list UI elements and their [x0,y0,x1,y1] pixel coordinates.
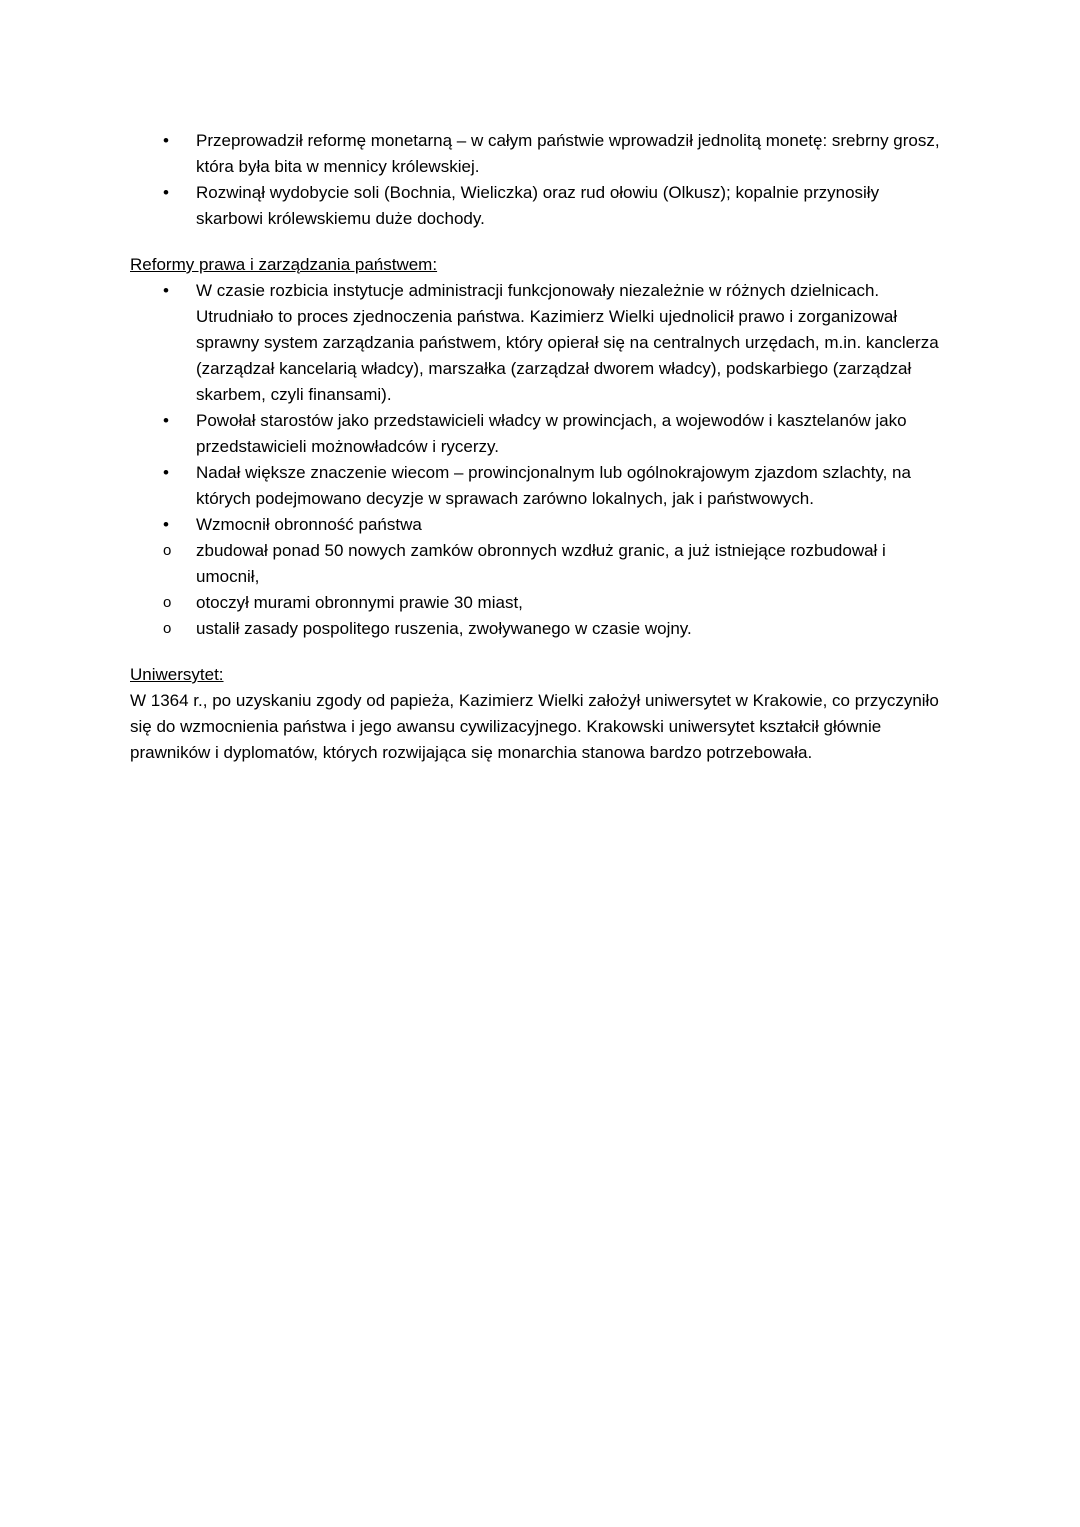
list-item [130,180,945,232]
list-item [130,128,945,180]
university-paragraph: W 1364 r., po uzyskaniu zgody od papieża, Kazimierz Wielki założył uniwersytet w Krakowie, co przyczyniło się do wzmocnienia państwa i jego awansu cywilizacyjnego. Krakowski uniwersytet kształcił głównie prawników i dyplomatów, których rozwijająca się monarchia stanowa bardzo potrzebowała. [130,691,939,762]
circle-bullet-marker: o [163,594,172,611]
list-item-text: Wzmocnił obronność państwa [196,515,422,534]
circle-bullet-marker: o [163,620,172,637]
bullet-marker: • [163,131,169,150]
intro-bullet-list [130,128,945,232]
list-item [130,460,945,512]
list-item-text: Przeprowadził reformę monetarną – w całym państwie wprowadził jednolitą monetę: srebrny grosz, która była bita w mennicy królewskiej. [196,131,940,176]
list-item [130,616,945,642]
list-item [130,590,945,616]
list-item-text: otoczył murami obronnymi prawie 30 miast, [196,593,523,612]
list-item-text: zbudował ponad 50 nowych zamków obronnych wzdłuż granic, a już istniejące rozbudował i umocnił, [196,541,886,586]
bullet-marker: • [163,515,169,534]
bullet-marker: • [163,183,169,202]
section-heading-university: Uniwersytet: [130,665,224,684]
bullet-marker: • [163,463,169,482]
bullet-marker: • [163,411,169,430]
list-item-text: Nadał większe znaczenie wiecom – prowincjonalnym lub ogólnokrajowym zjazdom szlachty, na których podejmowano decyzje w sprawach zarówno lokalnych, jak i państwowych. [196,463,911,508]
bullet-marker: • [163,281,169,300]
circle-bullet-marker: o [163,542,172,559]
list-item [130,538,945,590]
list-item [130,278,945,408]
list-item-text: W czasie rozbicia instytucje administracji funkcjonowały niezależnie w różnych dzielnicach. Utrudniało to proces zjednoczenia państwa. Kazimierz Wielki ujednolicił prawo i zorganizował sprawny system zarządzania państwem, który opierał się na centralnych urzędach, m.in. kanclerza (zarządzał kancelarią władcy), marszałka (zarządzał dworem władcy), podskarbiego (zarządzał skarbem, czyli finansami). [196,281,939,404]
list-item-text: Powołał starostów jako przedstawicieli władcy w prowincjach, a wojewodów i kasztelanów jako przedstawicieli możnowładców i rycerzy. [196,411,907,456]
list-item-text: ustalił zasady pospolitego ruszenia, zwoływanego w czasie wojny. [196,619,692,638]
reforms-bullet-list [130,278,945,642]
list-item [130,512,945,538]
list-item-text: Rozwinął wydobycie soli (Bochnia, Wieliczka) oraz rud ołowiu (Olkusz); kopalnie przynosiły skarbowi królewskiemu duże dochody. [196,183,880,228]
section-heading-reforms: Reformy prawa i zarządzania państwem: [130,255,438,274]
list-item [130,408,945,460]
